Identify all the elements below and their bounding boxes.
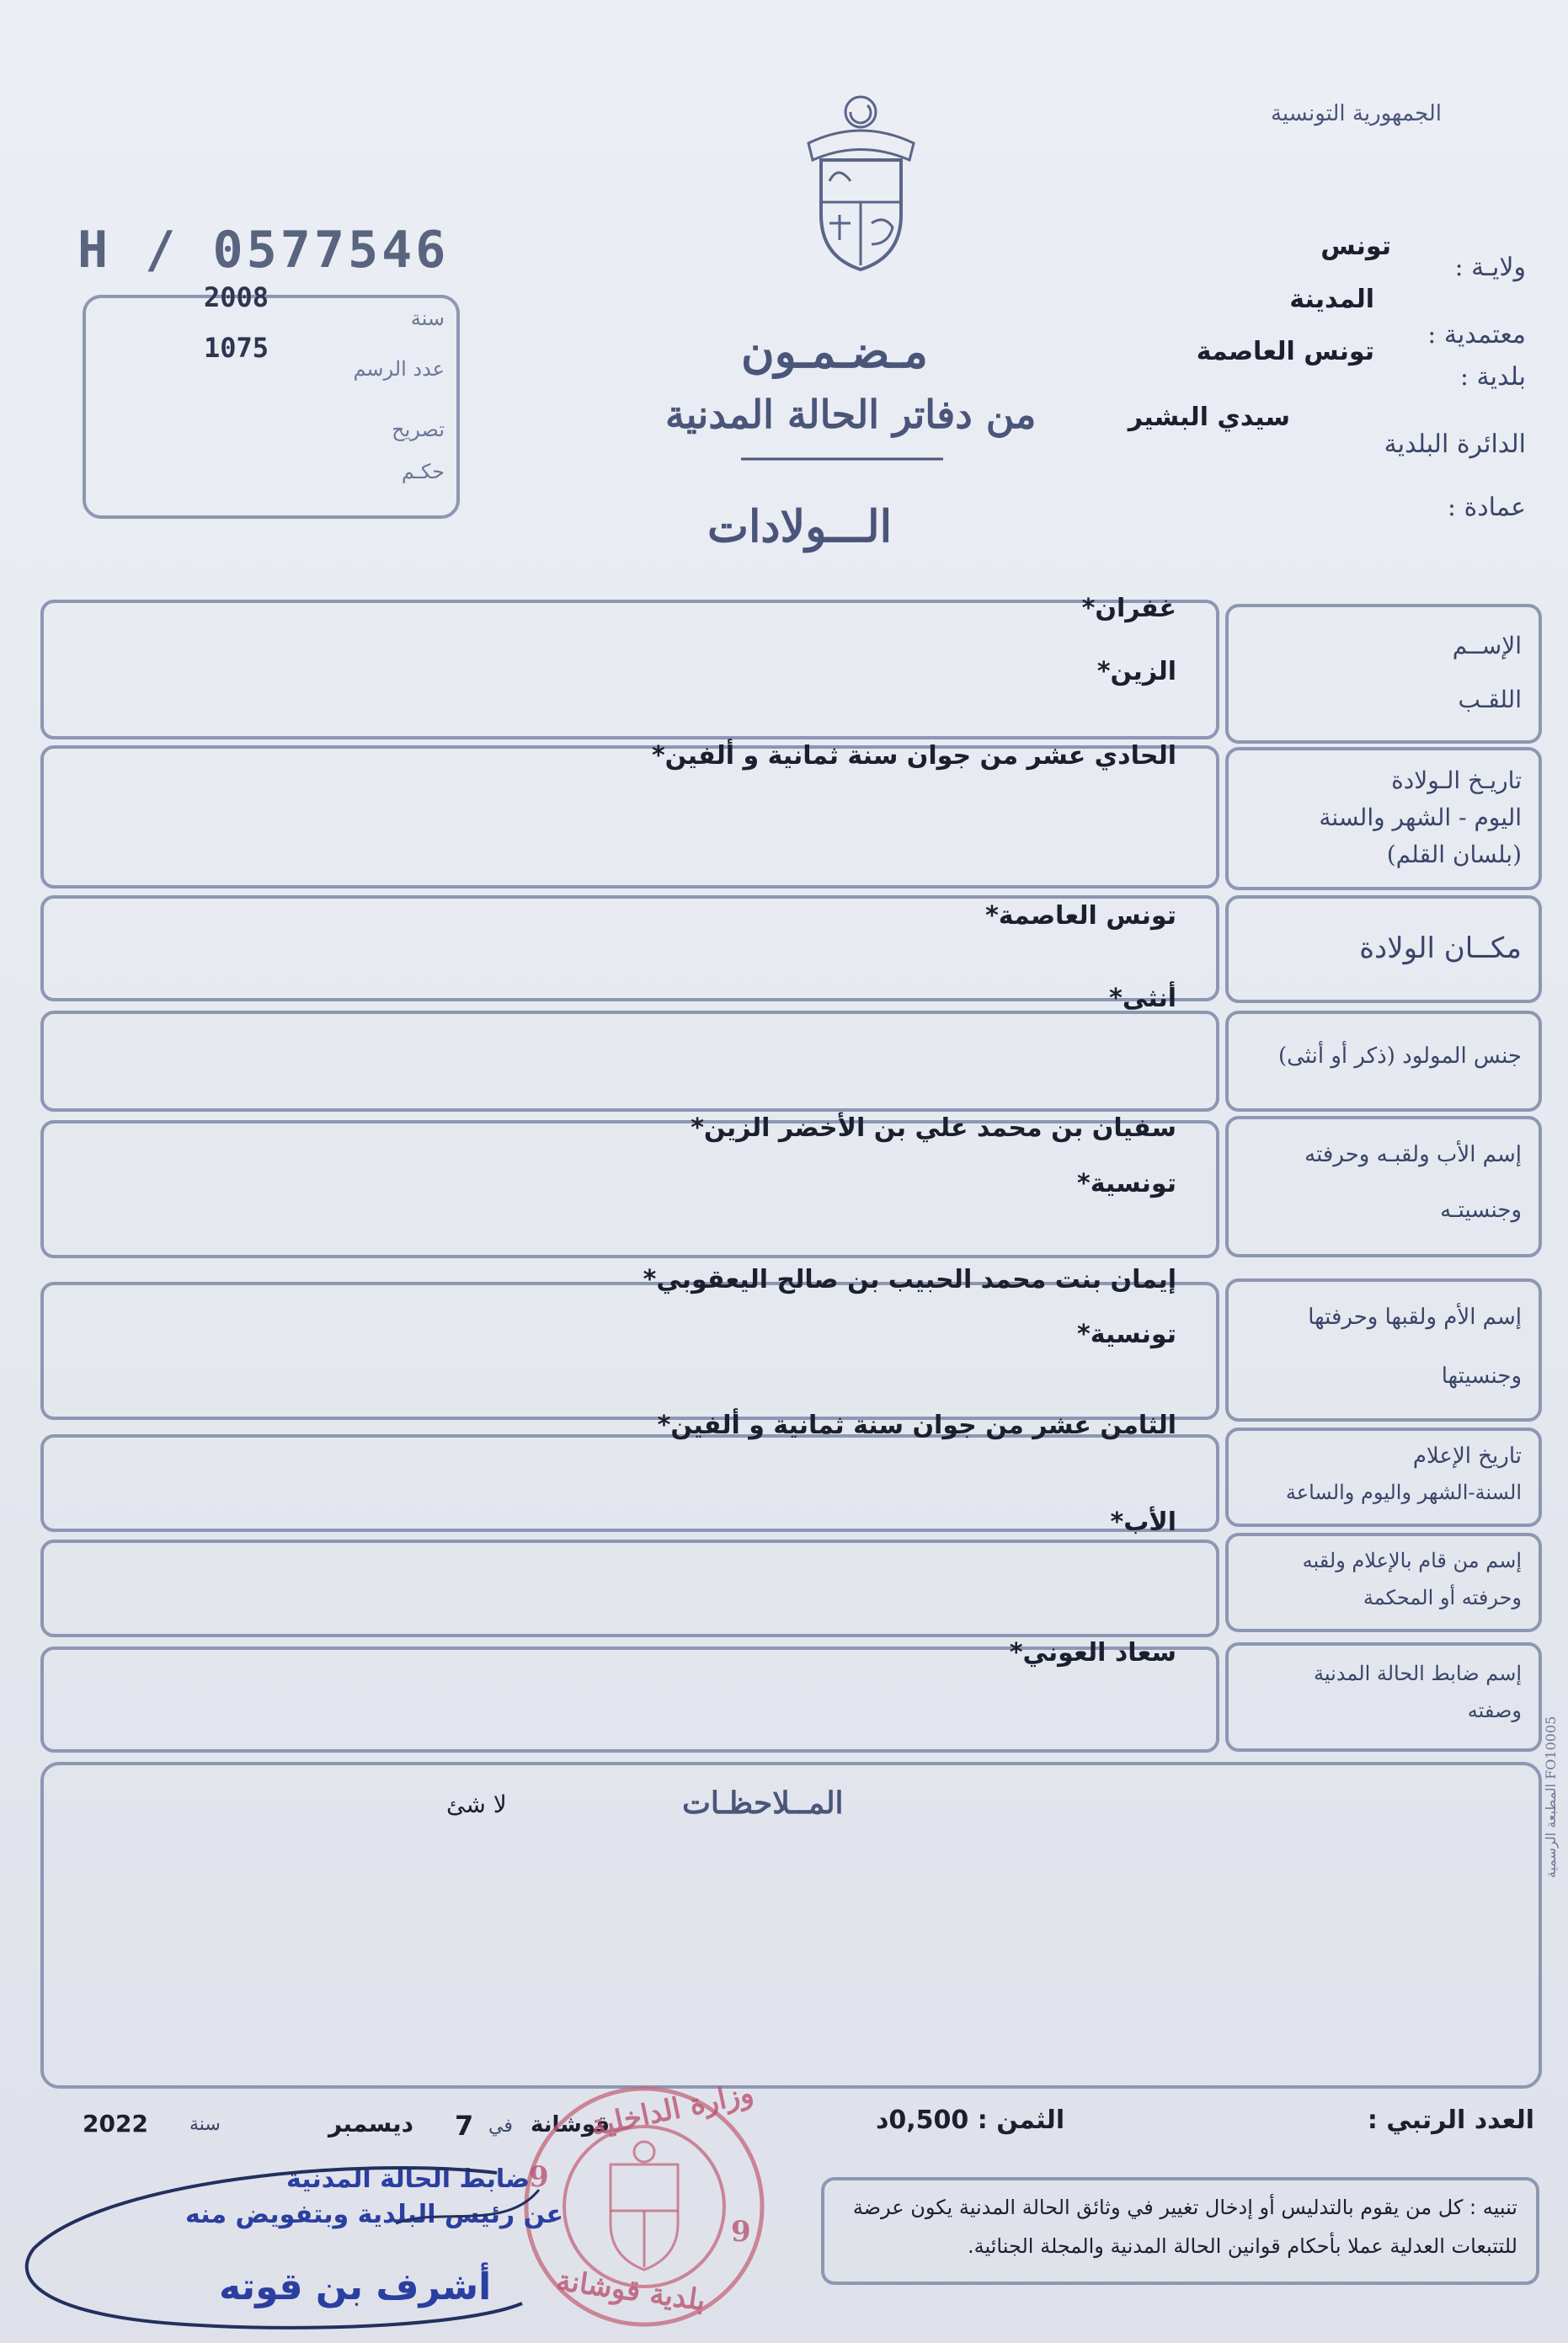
date-in-label: في — [488, 2116, 513, 2137]
stamp-bottom-text: بلدية قوشانة — [554, 2263, 708, 2319]
gender-label-box — [1225, 1011, 1542, 1112]
gender-label: جنس المولود (ذكر أو أنثى) — [1277, 1043, 1522, 1069]
officer-title-label: وصفته — [1467, 1699, 1522, 1722]
coat-of-arms-icon — [800, 88, 922, 274]
birth-date-format-label: اليوم - الشهر والسنة — [1319, 803, 1522, 831]
birth-place-label-box — [1225, 895, 1542, 1003]
date-month: ديسمبر — [328, 2110, 413, 2138]
declarant-label-box — [1225, 1533, 1542, 1632]
register-year: 2008 — [204, 281, 269, 313]
imada-label: عمادة : — [1447, 493, 1526, 522]
declarant-label: إسم من قام بالإعلام ولقبه — [1302, 1549, 1522, 1572]
birth-date-value: الحادي عشر من جوان سنة ثمانية و ألفين* — [651, 741, 1176, 771]
father-label-box — [1225, 1116, 1542, 1257]
register-number: 1075 — [204, 332, 269, 364]
declaration-label: تصريح — [392, 418, 445, 441]
declarant-value-box — [40, 1540, 1219, 1637]
serial-number: H / 0577546 — [77, 221, 450, 280]
declaration-date-format-label: السنة-الشهر واليوم والساعة — [1285, 1481, 1522, 1504]
father-nationality-value: تونسية* — [1077, 1169, 1176, 1198]
birth-date-label-box — [1225, 747, 1542, 890]
officer-value: سعاد العوني* — [1009, 1638, 1176, 1668]
printer-code: المطبعة الرسمية FO10005 — [1543, 1716, 1559, 1878]
baladiya-value: تونس العاصمة — [1196, 337, 1374, 366]
document-title: مـضـمـون — [741, 324, 928, 378]
judgment-label: حكـم — [401, 460, 445, 483]
register-box — [83, 281, 460, 519]
signature-title: ضابط الحالة المدنية — [286, 2164, 531, 2194]
mutamadiya-value: المدينة — [1289, 285, 1374, 314]
remarks-value: لا شئ — [446, 1791, 507, 1818]
declaration-date-label-box — [1225, 1428, 1542, 1527]
daira-label: الدائرة البلدية — [1384, 430, 1526, 459]
father-label: إسم الأب ولقبـه وحرفته — [1304, 1142, 1522, 1167]
birth-place-value: تونس العاصمة* — [985, 901, 1176, 931]
birth-date-label: تاريـخ الـولادة — [1391, 766, 1522, 794]
mother-nationality-label: وجنسيتها — [1441, 1364, 1522, 1389]
title-underline — [741, 455, 943, 463]
gender-value-box — [40, 1011, 1219, 1112]
document-subtitle: من دفاتر الحالة المدنية — [665, 392, 1037, 437]
surname-value: الزين* — [1096, 657, 1176, 686]
date-place: قوشانة — [531, 2112, 611, 2138]
wilaya-label: ولايـة : — [1454, 253, 1526, 282]
legal-notice-box — [821, 2177, 1539, 2285]
stamp-top-text: وزارة الداخلية — [587, 2076, 757, 2143]
register-year-label: سنة — [410, 307, 445, 330]
declarant-value: الأب* — [1110, 1508, 1176, 1537]
wilaya-value: تونس — [1320, 232, 1391, 261]
gender-value: أنثى* — [1109, 984, 1176, 1013]
signature-scribble-icon — [0, 2156, 589, 2343]
daira-value: سيدي البشير — [1128, 403, 1290, 432]
notice-line-2: للتتبعات العدلية عملا بأحكام قوانين الحالة المدنية والمجلة الجنائية. — [968, 2234, 1517, 2258]
births-heading: الـــولادات — [707, 501, 893, 552]
first-name-label: الإســم — [1452, 632, 1522, 659]
signatory-name: أشرف بن قوته — [219, 2266, 492, 2308]
baladiya-label: بلدية : — [1459, 362, 1526, 392]
price-label: الثمن : 0,500د — [876, 2105, 1065, 2135]
surname-label: اللقـب — [1458, 686, 1522, 713]
signature-delegation: عن رئيس البلدية وبتفويض منه — [185, 2200, 564, 2229]
mother-name-value: إيمان بنت محمد الحبيب بن صالح اليعقوبي* — [643, 1265, 1176, 1294]
mutamadiya-label: معتمدية : — [1427, 320, 1526, 350]
stamp-number-right: 9 — [731, 2215, 751, 2249]
date-year-label: سنة — [189, 2114, 221, 2135]
name-label-box — [1225, 604, 1542, 744]
register-number-label: عدد الرسم — [353, 357, 445, 381]
date-year: 2022 — [83, 2110, 148, 2138]
notice-line-1: تنبيه : كل من يقوم بالتدليس أو إدخال تغيير في وثائق الحالة المدنية يكون عرضة — [852, 2196, 1517, 2219]
declaration-date-label: تاريخ الإعلام — [1412, 1444, 1522, 1469]
remarks-title: المــلاحظـات — [682, 1785, 844, 1821]
mother-label: إسم الأم ولقبها وحرفتها — [1308, 1305, 1522, 1330]
mother-label-box — [1225, 1278, 1542, 1422]
officer-label-box — [1225, 1642, 1542, 1752]
mother-value-box — [40, 1282, 1219, 1420]
birth-place-label: مكــان الولادة — [1359, 931, 1522, 965]
father-nationality-label: وجنسيتـه — [1440, 1198, 1522, 1223]
date-day: 7 — [455, 2110, 474, 2142]
mother-nationality-value: تونسية* — [1077, 1320, 1176, 1349]
officer-label: إسم ضابط الحالة المدنية — [1314, 1662, 1522, 1685]
declarant-profession-label: وحرفته أو المحكمة — [1363, 1586, 1522, 1609]
declaration-date-value-box — [40, 1434, 1219, 1532]
birth-date-words-label: (بلسان القلم) — [1386, 841, 1522, 868]
republic-heading: الجمهورية التونسية — [1270, 101, 1442, 126]
serial-number-label: العدد الرتبي : — [1367, 2105, 1534, 2135]
first-name-value: غفران* — [1081, 594, 1176, 623]
father-name-value: سفيان بن محمد علي بن الأخضر الزين* — [691, 1113, 1176, 1143]
name-value-box — [40, 600, 1219, 739]
declaration-date-value: الثامن عشر من جوان سنة ثمانية و ألفين* — [657, 1411, 1176, 1440]
stamp-number-left: 9 — [529, 2160, 549, 2194]
